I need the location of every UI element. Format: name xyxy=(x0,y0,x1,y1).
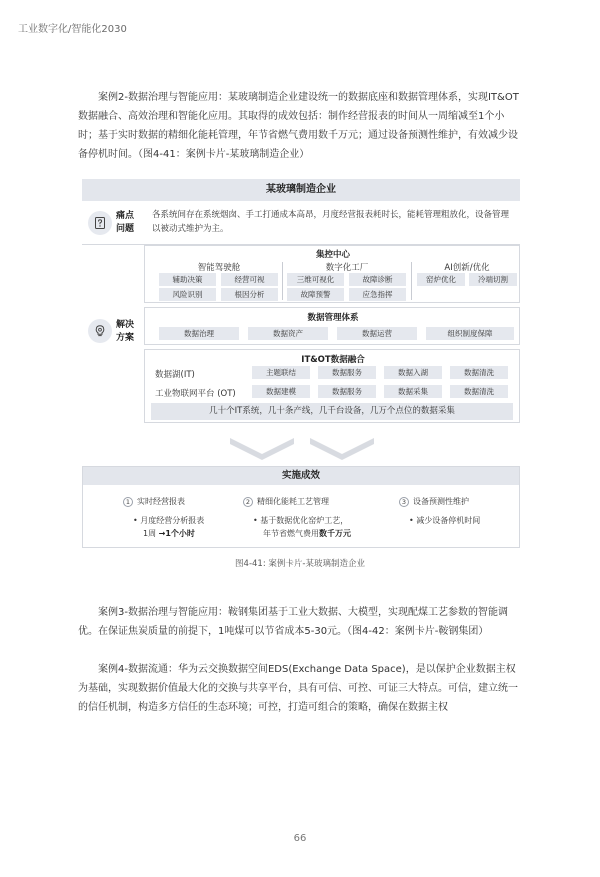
data-management-panel xyxy=(144,307,520,345)
fusion-title: IT&OT数据融合 xyxy=(301,355,365,365)
chip-emergency-command: 应急指挥 xyxy=(349,288,406,301)
chip-data-service: 数据服务 xyxy=(318,385,376,398)
result-heading: 设备预测性维护 xyxy=(413,497,469,506)
result-body: • 减少设备停机时间 xyxy=(409,516,481,525)
row-label-iot-platform: 工业物联网平台 (OT) xyxy=(155,389,236,399)
case-card xyxy=(82,179,520,429)
chip-data-clean: 数据清洗 xyxy=(450,366,508,379)
chip-data-ingest: 数据入湖 xyxy=(384,366,442,379)
result-number: 2 xyxy=(243,497,253,507)
pain-point-row xyxy=(82,201,520,245)
paragraph-case-2: 案例2-数据治理与智能应用：某玻璃制造企业建设统一的数据底座和数据管理体系，实现IT&OT数据融合、高效治理和智能化应用。其取得的成效包括：制作经营报表的时间从一周缩减至1个小时；基于实时数据的精细化能耗管理，年节省燃气费用数千万元；通过设备预测性维护，有效减少设备停机时间。（图4-41：案例卡片-某玻璃制造企业） xyxy=(78,92,519,160)
running-header: 工业数字化/智能化2030 xyxy=(18,24,127,35)
question-document-icon xyxy=(88,211,112,235)
chip-data-collect: 数据采集 xyxy=(384,385,442,398)
result-heading: 精细化能耗工艺管理 xyxy=(257,497,329,506)
chip-cold-end-cut: 冷端切割 xyxy=(469,273,517,286)
chip-root-cause: 根因分析 xyxy=(221,288,278,301)
chip-topic-link: 主题联结 xyxy=(252,366,310,379)
result-body: • 月度经营分析报表 1周 →1个小时 xyxy=(133,516,205,538)
lightbulb-gear-icon xyxy=(88,319,112,343)
case-card-title: 某玻璃制造企业 xyxy=(82,179,520,201)
chip-data-governance: 数据治理 xyxy=(159,327,239,340)
chip-kiln-optimize: 窑炉优化 xyxy=(417,273,465,286)
category-divider xyxy=(282,262,283,300)
paragraph-case-4: 案例4-数据流通：华为云交换数据空间EDS(Exchange Data Space)，是以保护企业数据主权为基础，实现数据价值最大化的交换与共享平台，具有可信、可控、可证三大特点。可信，建立统一的信任机制，构造多方信任的生态环境；可控，打造可组合的策略，确保在数据主权 xyxy=(78,664,518,713)
chip-fault-warning: 故障预警 xyxy=(287,288,344,301)
figure-caption: 图4-41: 案例卡片-某玻璃制造企业 xyxy=(235,559,365,569)
result-number: 1 xyxy=(123,497,133,507)
chip-data-service: 数据服务 xyxy=(318,366,376,379)
solution-label: 解决 方案 xyxy=(116,320,135,343)
chip-risk-identify: 风险识别 xyxy=(159,288,216,301)
chip-org-guarantee: 组织制度保障 xyxy=(426,327,514,340)
row-label-data-lake: 数据湖(IT) xyxy=(155,370,195,380)
chip-data-clean: 数据清洗 xyxy=(450,385,508,398)
control-center-panel xyxy=(144,245,520,303)
category-title-ai: AI创新/优化 xyxy=(444,263,490,273)
result-number: 3 xyxy=(399,497,409,507)
page-number: 66 xyxy=(293,833,307,844)
chip-business-visual: 经营可视 xyxy=(221,273,278,286)
chip-data-modeling: 数据建模 xyxy=(252,385,310,398)
chip-data-assets: 数据资产 xyxy=(248,327,328,340)
paragraph-case-3: 案例3-数据治理与智能应用：鞍钢集团基于工业大数据、大模型，实现配煤工艺参数的智能调优。在保证焦炭质量的前提下，1吨煤可以节省成本5-30元。（图4-42：案例卡片-鞍钢集团） xyxy=(78,607,508,637)
results-panel xyxy=(82,466,520,548)
chip-fault-diagnosis: 故障诊断 xyxy=(349,273,406,286)
pain-point-text: 各系统间存在系统烟囱、手工打通成本高昂，月度经营报表耗时长，能耗管理粗放化，设备管理以被动式维护为主。 xyxy=(152,210,510,234)
data-collection-banner: 几十个IT系统，几十条产线，几千台设备，几万个点位的数据采集 xyxy=(151,403,513,420)
chip-assist-decision: 辅助决策 xyxy=(159,273,216,286)
control-center-title: 集控中心 xyxy=(315,250,350,260)
pain-point-label: 痛点 问题 xyxy=(116,211,135,234)
data-management-title: 数据管理体系 xyxy=(307,313,359,323)
chip-data-operation: 数据运营 xyxy=(337,327,417,340)
it-ot-fusion-panel xyxy=(144,349,520,423)
chevron-down-icon xyxy=(222,434,382,462)
results-title: 实施成效 xyxy=(83,467,519,485)
category-divider xyxy=(411,262,412,300)
result-body: • 基于数据优化窑炉工艺， 年节省燃气费用数千万元 xyxy=(253,516,351,538)
category-title-cockpit: 智能驾驶舱 xyxy=(197,263,241,273)
category-title-digital-factory: 数字化工厂 xyxy=(325,263,369,273)
result-heading: 实时经营报表 xyxy=(137,497,185,506)
chip-3d-visual: 三维可视化 xyxy=(287,273,344,286)
